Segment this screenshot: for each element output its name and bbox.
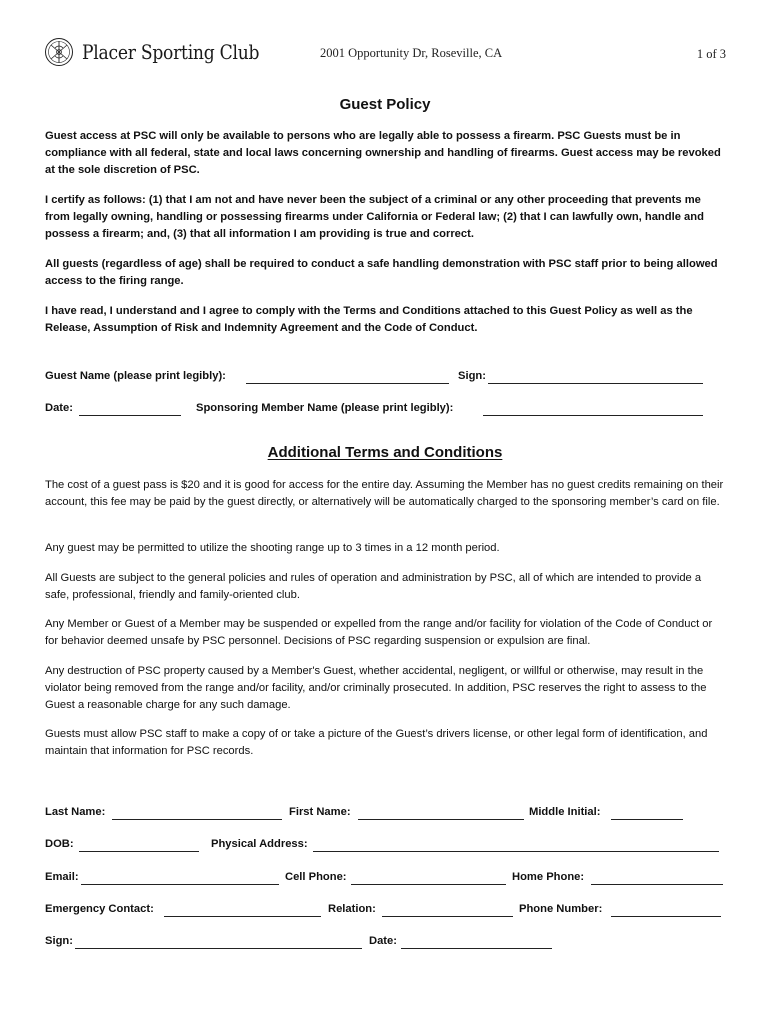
additional-terms-title: Additional Terms and Conditions xyxy=(267,444,503,461)
relation-field[interactable] xyxy=(382,916,513,917)
cell-phone-label: Cell Phone: xyxy=(285,871,347,883)
club-address: 2001 Opportunity Dr, Roseville, CA xyxy=(320,46,503,60)
date-label: Date: xyxy=(369,935,397,947)
guest-date-label: Date: xyxy=(45,402,73,414)
emergency-contact-label: Emergency Contact: xyxy=(45,903,154,915)
phone-number-label: Phone Number: xyxy=(519,903,603,915)
physical-address-label: Physical Address: xyxy=(211,838,308,850)
contact-row xyxy=(45,871,727,889)
cell-phone-field[interactable] xyxy=(351,884,506,885)
first-name-field[interactable] xyxy=(358,819,524,820)
policy-paragraph-2: I certify as follows: (1) that I am not and have never been the subject of a criminal or any other proceeding that prevents me from legally owning, handling or possessing firearms under California or Federal law; (2) that I can lawfully own, handle and possess a firearm; and, (3) that all information I am providing is true and correct. xyxy=(45,194,704,240)
date-field[interactable] xyxy=(401,948,552,949)
terms-paragraph-1: The cost of a guest pass is $20 and it is good for access for the entire day. Assuming the Member has no guest credits remaining on their account, this fee may be paid by the guest directly, or alternatively will be automatically charged to the sponsoring member’s card on file. xyxy=(45,479,724,508)
terms-paragraph-4: Any Member or Guest of a Member may be suspended or expelled from the range and/or facility for violation of the Code of Conduct or for behavior deemed unsafe by PSC personnel. Decisions of PSC regarding suspension or expulsion are final. xyxy=(45,618,713,647)
dob-field[interactable] xyxy=(79,851,199,852)
terms-paragraph-6: Guests must allow PSC staff to make a copy of or take a picture of the Guest’s drivers license, or other legal form of identification, and maintain that information for PSC records. xyxy=(45,728,708,757)
club-crest-icon xyxy=(44,37,74,67)
last-name-label: Last Name: xyxy=(45,806,106,818)
guest-date-row xyxy=(45,402,727,420)
emergency-row xyxy=(45,903,727,921)
sponsor-name-field[interactable] xyxy=(483,415,703,416)
phone-number-field[interactable] xyxy=(611,916,721,917)
last-name-field[interactable] xyxy=(112,819,282,820)
home-phone-field[interactable] xyxy=(591,884,723,885)
terms-paragraph-3: All Guests are subject to the general policies and rules of operation and administration by PSC, all of which are intended to provide a safe, professional, friendly and family-oriented club. xyxy=(45,572,702,601)
first-name-label: First Name: xyxy=(289,806,351,818)
page-number: 1 of 3 xyxy=(696,47,726,61)
signature-row xyxy=(45,935,727,953)
dob-label: DOB: xyxy=(45,838,74,850)
guest-sign-field[interactable] xyxy=(488,383,703,384)
middle-initial-field[interactable] xyxy=(611,819,683,820)
sponsor-name-label: Sponsoring Member Name (please print legibly): xyxy=(196,402,454,414)
emergency-contact-field[interactable] xyxy=(164,916,321,917)
terms-paragraph-5: Any destruction of PSC property caused by a Member's Guest, whether accidental, negligent, or willful or otherwise, may result in the violator being removed from the range and/or facility, and/or criminally prosecuted. In addition, PSC reserves the right to assess to the Guest a reasonable charge for any such damage. xyxy=(45,665,707,711)
guest-date-field[interactable] xyxy=(79,415,181,416)
dob-address-row xyxy=(45,838,727,856)
policy-paragraph-3: All guests (regardless of age) shall be required to conduct a safe handling demonstration with PSC staff prior to being allowed access to the firing range. xyxy=(45,258,718,287)
policy-paragraph-4: I have read, I understand and I agree to comply with the Terms and Conditions attached to this Guest Policy as well as the Release, Assumption of Risk and Indemnity Agreement and the Code of Conduct. xyxy=(45,305,693,334)
terms-paragraph-2: Any guest may be permitted to utilize the shooting range up to 3 times in a 12 month period. xyxy=(45,542,500,554)
guest-name-row xyxy=(45,370,727,388)
sign-field[interactable] xyxy=(75,948,362,949)
sign-label: Sign: xyxy=(45,935,73,947)
policy-paragraph-1: Guest access at PSC will only be available to persons who are legally able to possess a firearm. PSC Guests must be in compliance with all federal, state and local laws concerning ownership and handling of firearms. Guest access may be revoked at the sole discretion of PSC. xyxy=(45,130,721,176)
email-label: Email: xyxy=(45,871,79,883)
guest-policy-title: Guest Policy xyxy=(339,96,431,113)
name-row xyxy=(45,806,727,824)
page-header xyxy=(44,37,726,71)
email-field[interactable] xyxy=(81,884,279,885)
home-phone-label: Home Phone: xyxy=(512,871,585,883)
guest-name-field[interactable] xyxy=(246,383,449,384)
org-name: Placer Sporting Club xyxy=(82,40,260,64)
guest-sign-label: Sign: xyxy=(458,370,486,382)
guest-name-label: Guest Name (please print legibly): xyxy=(45,370,226,382)
physical-address-field[interactable] xyxy=(313,851,719,852)
relation-label: Relation: xyxy=(328,903,376,915)
logo xyxy=(44,37,283,67)
middle-initial-label: Middle Initial: xyxy=(529,806,601,818)
